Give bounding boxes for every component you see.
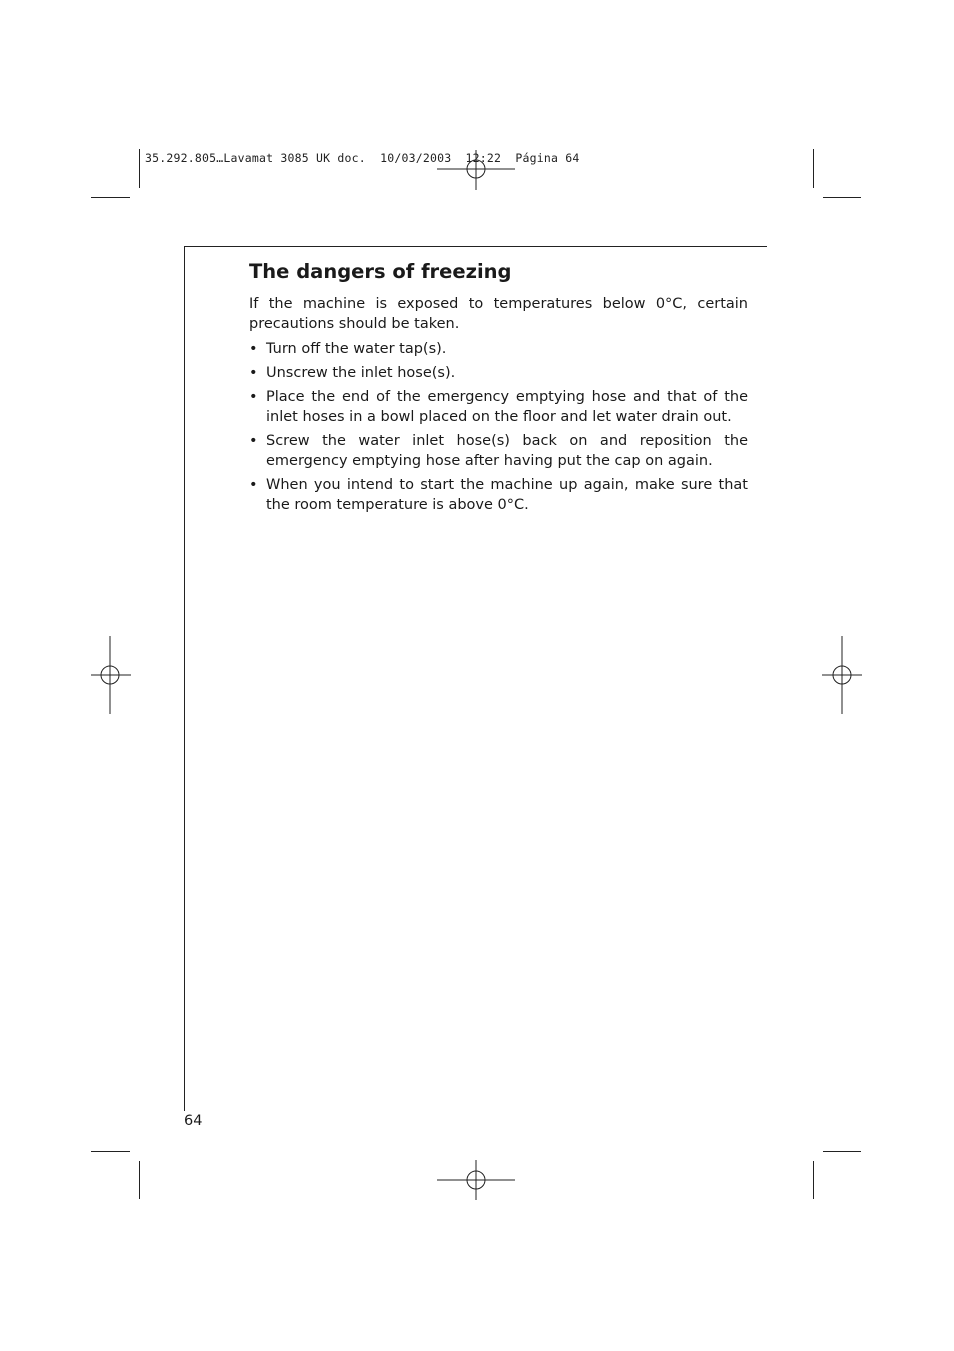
list-item: • When you intend to start the machine up again, make sure that the room temperature is above 0°C. bbox=[249, 475, 748, 515]
precautions-list bbox=[249, 339, 748, 515]
list-item: • Unscrew the inlet hose(s). bbox=[249, 363, 748, 383]
crop-mark-bottom-left-horizontal bbox=[91, 1151, 130, 1152]
crop-mark-top-left-vertical bbox=[139, 149, 140, 188]
section-content bbox=[249, 258, 748, 519]
crop-mark-bottom-right-horizontal bbox=[823, 1151, 861, 1152]
crop-mark-top-right-horizontal bbox=[823, 197, 861, 198]
crop-mark-top-left-horizontal bbox=[91, 197, 130, 198]
page-number: 64 bbox=[184, 1113, 203, 1129]
section-intro: If the machine is exposed to temperatures below 0°C, certain precautions should be taken. bbox=[249, 296, 748, 332]
list-item: • Screw the water inlet hose(s) back on and reposition the emergency emptying hose after having put the cap on again. bbox=[249, 431, 748, 471]
registration-mark-top-icon bbox=[437, 150, 515, 190]
page-frame-top-rule bbox=[184, 246, 767, 247]
page-frame-left-rule bbox=[184, 246, 185, 1111]
list-item: • Turn off the water tap(s). bbox=[249, 339, 748, 359]
list-item: • Place the end of the emergency emptying hose and that of the inlet hoses in a bowl placed on the floor and let water drain out. bbox=[249, 387, 748, 427]
crop-mark-bottom-left-vertical bbox=[139, 1161, 140, 1199]
registration-mark-right-icon bbox=[822, 636, 862, 714]
registration-mark-bottom-icon bbox=[437, 1160, 515, 1200]
crop-mark-bottom-right-vertical bbox=[813, 1161, 814, 1199]
print-slug: 35.292.805…Lavamat 3085 UK doc. 10/03/2003 12:22 Página 64 bbox=[145, 151, 580, 165]
section-title: The dangers of freezing bbox=[249, 260, 512, 283]
registration-mark-left-icon bbox=[91, 636, 131, 714]
crop-mark-top-right-vertical bbox=[813, 149, 814, 188]
